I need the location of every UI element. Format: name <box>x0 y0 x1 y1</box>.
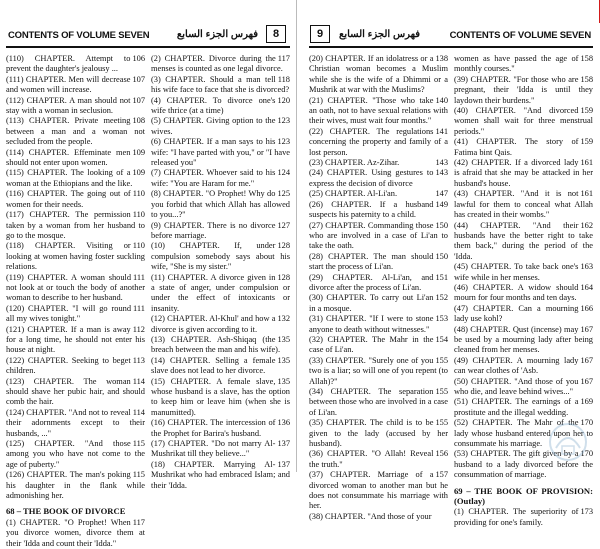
toc-entry-text: (110) CHAPTER. Attempt to prevent the daughter's jealousy ... <box>6 54 131 74</box>
toc-entry <box>151 54 290 75</box>
toc-entry-page: 110 <box>132 210 145 220</box>
toc-entry-page: 114 <box>132 407 145 417</box>
toc-entry-text: (48) CHAPTER. Qust (incense) may be used by a mourning lady after being cleaned from her menses. <box>454 324 593 355</box>
toc-entry-page: 128 <box>277 241 290 251</box>
toc-entry <box>309 387 448 418</box>
toc-entry-text: (124) CHAPTER. "And not to reveal their adornments except to their husbands, ..." <box>6 407 145 438</box>
toc-entry-text: (126) CHAPTER. The man's poking his daughter in the flank while admonishing her. <box>6 470 145 501</box>
toc-entry <box>6 96 145 117</box>
toc-entry <box>151 96 290 117</box>
toc-entry <box>309 273 448 294</box>
section-title-divorce: 68 – THE BOOK OF DIVORCE <box>6 506 126 517</box>
toc-entry <box>6 210 145 241</box>
toc-entry <box>151 356 290 377</box>
toc-entry <box>151 439 290 460</box>
toc-entry <box>454 75 593 106</box>
toc-entry <box>151 335 290 356</box>
toc-entry-page: 137 <box>277 459 290 469</box>
toc-entry-page: 158 <box>580 74 593 84</box>
toc-entry-page: 117 <box>277 54 290 63</box>
toc-entry-page: 155 <box>435 355 448 365</box>
toc-entry-text: (13) CHAPTER. Ash-Shiqaq (the breach between the man and his wife). <box>151 334 281 355</box>
toc-entry <box>6 273 145 304</box>
toc-entry-text: (31) CHAPTER. "If I were to stone anyone to death without witnesses." <box>309 314 434 334</box>
toc-entry-text: (45) CHAPTER. To take back one's wife while in her menses. <box>454 262 579 282</box>
right-col-2 <box>454 54 593 527</box>
toc-entry <box>454 397 593 418</box>
toc-entry-text: (41) CHAPTER. The story of Fatima bint Qais. <box>454 137 579 157</box>
toc-entry-page: 152 <box>435 293 448 303</box>
toc-entry-page: 169 <box>580 397 593 407</box>
toc-entry-text: (11) CHAPTER. A divorce given in a state of anger, under compulsion or under the effect of intoxicants or insanity. <box>151 272 290 313</box>
toc-entry <box>309 96 448 127</box>
toc-entry-page: 115 <box>132 439 145 449</box>
toc-entry <box>309 127 448 158</box>
toc-entry <box>454 304 593 325</box>
toc-entry-text: women as have passed the age of monthly courses." <box>454 54 579 74</box>
toc-entry-text: (42) CHAPTER. If a divorced lady is afraid that she may be attacked in her husband's house. <box>454 158 593 188</box>
toc-entry-text: (14) CHAPTER. Selling a female slave does not lead to her divorce. <box>151 355 276 376</box>
right-header-arabic: فهرس الجزء السابع <box>339 29 421 40</box>
toc-entry <box>151 116 290 137</box>
toc-entry-page: 110 <box>132 241 145 251</box>
toc-entry-page: 107 <box>132 74 145 84</box>
toc-entry <box>6 325 145 356</box>
toc-entry-page: 114 <box>132 376 145 386</box>
left-page-header <box>6 24 290 48</box>
toc-entry-text: (12) CHAPTER. Al-Khul' and how a divorce is given according to it. <box>151 314 276 334</box>
toc-entry <box>6 75 145 96</box>
toc-entry <box>309 449 448 470</box>
toc-entry-page: 170 <box>580 418 593 428</box>
toc-entry-page: 167 <box>580 324 593 334</box>
toc-entry <box>6 439 145 470</box>
toc-entry-page: 159 <box>580 137 593 147</box>
toc-entry-text: (114) CHAPTER. Effeminate men should not enter upon women. <box>6 147 131 168</box>
toc-entry-page: 158 <box>580 54 593 63</box>
toc-entry-page: 109 <box>132 147 145 157</box>
toc-entry <box>309 221 448 252</box>
toc-entry <box>309 470 448 512</box>
toc-entry-page: 108 <box>132 116 145 126</box>
toc-entry <box>454 325 593 356</box>
toc-entry <box>6 168 145 189</box>
toc-entry <box>309 335 448 356</box>
toc-entry-text: (1) CHAPTER. The superiority of providing for one's family. <box>454 507 579 527</box>
toc-entry-text: (120) CHAPTER. "I will go round all my wives tonight." <box>6 303 132 324</box>
toc-entry <box>309 168 448 189</box>
toc-entry-text: (23) CHAPTER. Az-Zihar. <box>309 158 400 168</box>
toc-entry-text: (3) CHAPTER. Should a man tell his wife face to face that she is divorced? <box>151 74 290 95</box>
toc-entry <box>454 356 593 377</box>
toc-entry <box>6 377 145 408</box>
toc-entry <box>309 314 448 335</box>
toc-entry-page: 147 <box>435 189 448 199</box>
toc-entry-text: (119) CHAPTER. A woman should not look at or touch the body of another woman to describe to her husband. <box>6 272 145 303</box>
right-page-header <box>309 24 593 48</box>
toc-entry <box>6 470 145 501</box>
left-page <box>0 0 297 548</box>
toc-entry-text: (53) CHAPTER. The gift given by a husband to a lady divorced before the consummation of marriage. <box>454 449 593 480</box>
toc-entry-text: (6) CHAPTER. If a man says to his wife: "I have parted with you," or "I have released you" <box>151 137 290 168</box>
toc-entry-text: (35) CHAPTER. The child is to be given to the lady (accused by her husband). <box>309 418 448 449</box>
toc-entry-page: 118 <box>277 74 290 84</box>
toc-entry <box>6 116 145 147</box>
toc-entry-page: 156 <box>435 449 448 459</box>
toc-entry-text: (22) CHAPTER. The regulations concerning the property and family of a lost person. <box>309 126 448 157</box>
toc-entry-text: (17) CHAPTER. "Do not marry Al-Mushrikat till they believe..." <box>151 439 276 459</box>
toc-entry-text: (32) CHAPTER. The Mahr in the case of Li'an. <box>309 334 434 355</box>
toc-entry <box>151 137 290 168</box>
toc-entry <box>6 189 145 210</box>
toc-entry-page: 112 <box>132 324 145 334</box>
right-col-1 <box>309 54 448 521</box>
toc-entry-page: 135 <box>277 355 290 365</box>
toc-entry-page: 154 <box>435 334 448 344</box>
toc-entry-text: (117) CHAPTER. The permission taken by a woman from her husband to go to the mosque. <box>6 210 145 240</box>
toc-entry <box>309 418 448 449</box>
toc-entry-page: 155 <box>435 418 448 428</box>
toc-entry-page: 162 <box>580 220 593 230</box>
toc-entry <box>151 189 290 220</box>
toc-entry <box>454 377 593 398</box>
toc-entry <box>151 377 290 419</box>
toc-entry-page: 109 <box>132 168 145 178</box>
toc-entry <box>454 262 593 283</box>
toc-entry-text: (50) CHAPTER. "And those of you who die, and leave behind wives..." <box>454 376 579 396</box>
toc-entry-page: 159 <box>580 106 593 116</box>
toc-entry-text: (116) CHAPTER. The going out of women for their needs. <box>6 189 131 209</box>
toc-entry-page: 153 <box>435 314 448 324</box>
toc-entry-page: 110 <box>132 189 145 199</box>
toc-entry-text: (38) CHAPTER. "And those of your <box>309 511 432 521</box>
toc-entry <box>6 408 145 439</box>
toc-entry <box>6 304 145 325</box>
left-page-number: 8 <box>266 25 286 43</box>
toc-entry-text: (33) CHAPTER. "Surely one of you two is a liar; so will one of you repent (to Allah)?" <box>309 355 448 386</box>
toc-entry <box>151 314 290 335</box>
toc-entry <box>6 518 145 549</box>
toc-entry-text: (34) CHAPTER. The separation between those who are involved in a case of Li'an. <box>309 387 448 417</box>
toc-entry-text: (37) CHAPTER. Marriage of a divorced woman to another man but he does not consummate his marriage with her. <box>309 470 448 511</box>
right-header-title: CONTENTS OF VOLUME SEVEN <box>449 30 591 41</box>
toc-entry-text: (2) CHAPTER. Divorce during the menses is counted as one legal divorce. <box>151 54 283 74</box>
toc-entry-text: (18) CHAPTER. Marrying Al-Mushrikat who had embraced Islam; and their 'Idda. <box>151 459 290 490</box>
toc-entry <box>151 273 290 315</box>
toc-entry-page: 150 <box>435 251 448 261</box>
toc-entry-text: (39) CHAPTER. "For those who are pregnant, their 'Idda is until they laydown their burdens." <box>454 74 593 105</box>
toc-entry <box>151 168 290 189</box>
toc-entry-page: 106 <box>132 54 145 63</box>
toc-entry-text: (24) CHAPTER. Using gestures to express the decision of divorce <box>309 168 434 188</box>
toc-entry-text: (52) CHAPTER. The Mahr of the lady whose husband entered upon her to consummate his marriage. <box>454 418 593 449</box>
toc-entry-page: 150 <box>435 220 448 230</box>
toc-entry <box>309 158 448 168</box>
toc-entry-page: 132 <box>277 314 290 324</box>
right-page <box>303 0 599 527</box>
toc-entry-text: (115) CHAPTER. The looking of a woman at the Ethiopians and the like. <box>6 168 133 188</box>
toc-entry-page: 155 <box>435 387 448 396</box>
toc-entry-page: 135 <box>277 376 290 386</box>
toc-entry <box>454 158 593 189</box>
left-header-title: CONTENTS OF VOLUME SEVEN <box>8 30 150 41</box>
toc-entry-page: 124 <box>277 168 290 178</box>
toc-entry-text: (26) CHAPTER. If a husband suspects his paternity to a child. <box>309 199 434 220</box>
toc-entry-page: 111 <box>133 303 145 313</box>
toc-entry-page: 123 <box>277 137 290 147</box>
toc-entry-page: 166 <box>580 303 593 313</box>
toc-entry-page: 167 <box>580 376 593 386</box>
toc-entry <box>454 137 593 158</box>
toc-entry-page: 149 <box>435 199 448 209</box>
toc-entry-text: (5) CHAPTER. Giving option to the wives. <box>151 116 276 136</box>
left-col-2 <box>151 54 290 490</box>
toc-entry-text: (30) CHAPTER. To carry out Li'an in a mosque. <box>309 293 434 313</box>
toc-entry-text: (7) CHAPTER. Whoever said to his wife: "You are Haram for me." <box>151 168 276 188</box>
toc-entry <box>454 189 593 220</box>
toc-entry-page: 125 <box>277 189 290 199</box>
toc-entry-page: 143 <box>435 168 448 178</box>
toc-entry-text: (122) CHAPTER. Seeking to beget children. <box>6 355 131 376</box>
toc-entry-text: (28) CHAPTER. The man should start the process of Li'an. <box>309 251 434 272</box>
toc-entry <box>151 418 290 439</box>
toc-entry-page: 120 <box>277 95 290 105</box>
toc-entry-page: 117 <box>132 517 145 527</box>
toc-entry-text: (113) CHAPTER. Private meeting between a man and a woman not secluded from the people. <box>6 116 145 147</box>
toc-entry-page: 140 <box>435 95 448 105</box>
toc-entry-text: (15) CHAPTER. A female slave, whose husband is a slave, has the option to keep him or leave him (when she is manumitted). <box>151 376 290 417</box>
toc-entry-text: (121) CHAPTER. If a man is away for a long time, he should not enter his house at night. <box>6 324 145 355</box>
toc-entry-text: (1) CHAPTER. "O Prophet! When you divorce women, divorce them at their 'Idda and count their 'Idda." <box>6 517 145 548</box>
section-title-provision: 69 – THE BOOK OF PROVISION: (Outlay) <box>454 485 593 507</box>
left-header-arabic: فهرس الجزء السابع <box>176 29 258 40</box>
toc-entry-page: 161 <box>580 158 593 168</box>
toc-entry-text: (123) CHAPTER. The woman should shave her pubic hair, and should comb the hair. <box>6 376 145 407</box>
toc-entry-page: 167 <box>580 355 593 365</box>
toc-entry <box>151 460 290 491</box>
toc-entry <box>454 106 593 137</box>
watermark-logo-icon <box>542 418 594 468</box>
toc-entry <box>6 356 145 377</box>
toc-entry-text: (4) CHAPTER. To divorce one's wife thrice (at a time) <box>151 95 276 116</box>
toc-entry <box>454 507 593 528</box>
toc-entry-page: 137 <box>277 439 290 449</box>
toc-entry-page: 138 <box>435 54 448 63</box>
toc-entry-page: 170 <box>580 449 593 459</box>
toc-entry-text: (16) CHAPTER. The intercession of the Prophet for Barira's husband. <box>151 418 276 438</box>
toc-entry <box>151 75 290 96</box>
toc-entry-text: (118) CHAPTER. Visiting or looking at women having foster suckling relations. <box>6 241 145 272</box>
toc-entry-text: (8) CHAPTER. "O Prophet! Why do you forbid that which Allah has allowed to you...?" <box>151 189 290 220</box>
toc-entry-page: 115 <box>132 470 145 480</box>
toc-entry-text: (111) CHAPTER. Men will decrease and women will increase. <box>6 74 131 95</box>
toc-entry-text: (9) CHAPTER. There is no divorce before marriage. <box>151 220 276 240</box>
toc-entry <box>454 283 593 304</box>
toc-entry-page: 163 <box>580 262 593 272</box>
toc-entry <box>454 54 593 75</box>
toc-entry-text: (40) CHAPTER. "And divorced women shall wait for three menstrual periods." <box>454 106 593 136</box>
toc-entry-text: (43) CHAPTER. "And it is not lawful for them to conceal what Allah has created in their wombs." <box>454 189 593 220</box>
toc-entry-text: (49) CHAPTER. A mourning lady can wear clothes of 'Asb. <box>454 355 579 376</box>
toc-entry <box>151 221 290 242</box>
toc-entry-text: (27) CHAPTER. Commanding those who are involved in a case of Li'an to take the oath. <box>309 220 448 251</box>
toc-entry <box>309 293 448 314</box>
toc-entry-page: 161 <box>580 189 593 199</box>
toc-entry-page: 173 <box>580 507 593 517</box>
toc-entry-page: 113 <box>132 355 145 365</box>
toc-entry-text: (125) CHAPTER. "And those among you who have not come to the age of puberty." <box>6 439 145 469</box>
toc-entry-page: 143 <box>435 158 448 168</box>
toc-entry <box>309 200 448 221</box>
right-page-number: 9 <box>310 25 330 43</box>
toc-entry-page: 128 <box>277 272 290 282</box>
left-col-1 <box>6 54 145 548</box>
toc-entry-page: 151 <box>435 272 448 282</box>
toc-entry-text: (21) CHAPTER. "Those who take an oath, not to have sexual relations with their wives, must wait four months." <box>309 95 448 126</box>
toc-entry <box>309 252 448 273</box>
toc-entry-text: (29) CHAPTER. Al-Li'an, and divorce after the process of Li'an. <box>309 272 434 292</box>
toc-entry <box>6 148 145 169</box>
toc-entry-page: 123 <box>277 116 290 126</box>
toc-entry <box>6 241 145 272</box>
toc-entry <box>309 54 448 96</box>
toc-entry-text: (25) CHAPTER. Al-Li'an. <box>309 189 398 199</box>
toc-entry-page: 135 <box>277 334 290 344</box>
toc-entry-page: 157 <box>435 470 448 480</box>
toc-entry-text: (10) CHAPTER. If, under compulsion somebody says about his wife, "She is my sister." <box>151 241 290 272</box>
toc-entry <box>454 221 593 263</box>
toc-entry <box>309 189 448 199</box>
toc-entry-text: (36) CHAPTER. "O Allah! Reveal the truth." <box>309 449 434 469</box>
toc-entry-text: (112) CHAPTER. A man should not stay with a woman in seclusion. <box>6 95 131 116</box>
toc-entry-text: (46) CHAPTER. A widow should mourn for four months and ten days. <box>454 282 579 303</box>
toc-entry-page: 164 <box>580 282 593 292</box>
toc-entry-page: 127 <box>277 220 290 230</box>
toc-entry <box>151 241 290 272</box>
toc-entry-text: (20) CHAPTER. If an idolatress or a Christian woman becomes a Muslim while she is the wife of a Dhimmi or a Mushrik at war with the Muslims? <box>309 54 448 95</box>
toc-entry-page: 141 <box>435 126 448 136</box>
toc-entry-text: (44) CHAPTER. "And their husbands have the better right to take them back," during the period of the 'Idda. <box>454 220 593 261</box>
toc-entry-page: 136 <box>277 418 290 428</box>
toc-entry-page: 111 <box>133 272 145 282</box>
toc-entry-page: 107 <box>132 95 145 105</box>
toc-entry-text: (47) CHAPTER. Can a mourning lady use kohl? <box>454 303 579 324</box>
toc-entry-text: (51) CHAPTER. The earnings of a prostitute and the illegal wedding. <box>454 397 579 417</box>
toc-entry <box>309 512 448 522</box>
toc-entry <box>309 356 448 387</box>
toc-entry <box>6 54 145 75</box>
